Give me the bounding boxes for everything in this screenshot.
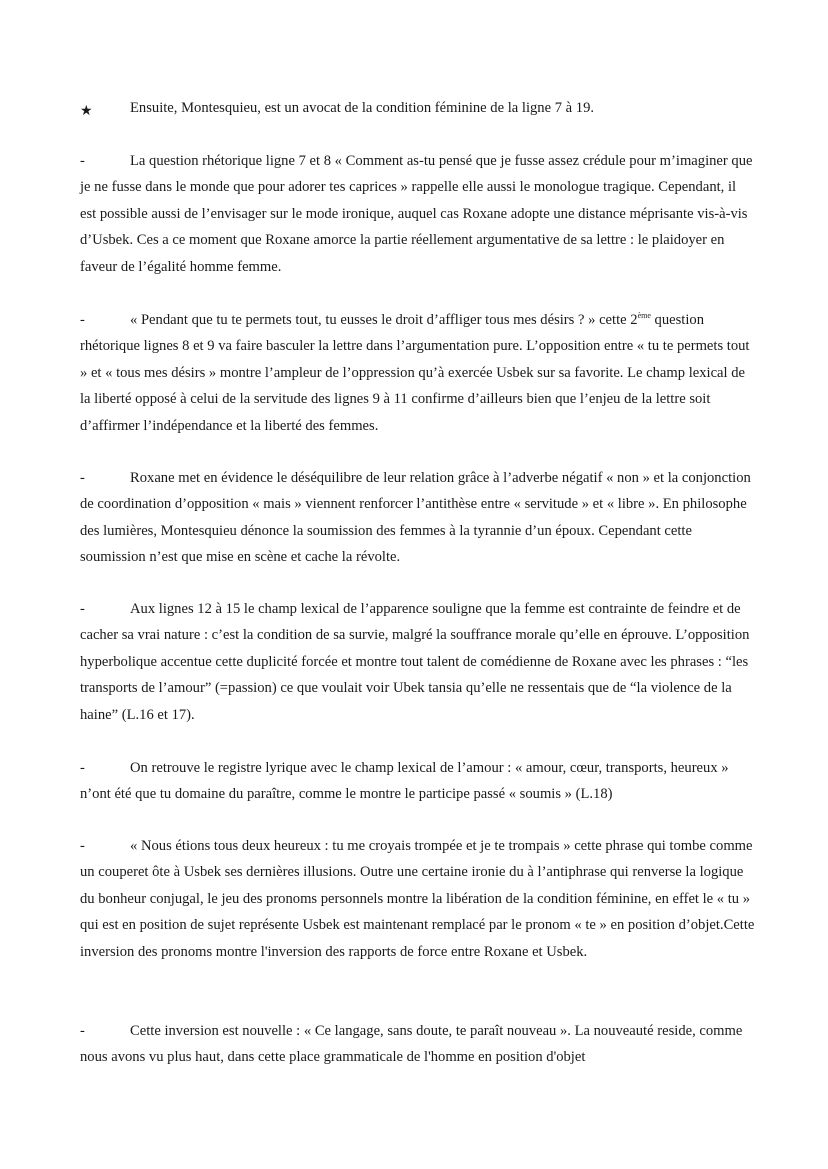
section-heading: Ensuite, Montesquieu, est un avocat de la condition féminine de la ligne 7 à 19. (130, 100, 595, 116)
paragraph-2 (80, 307, 755, 439)
paragraph-text: Roxane met en évidence le déséquilibre de leur relation grâce à l’adverbe négatif « non » et la conjonction de coordination d’opposition « mais » viennent renforcer l’antithèse entre « servitude » et « libre ». En philosophe des lumières, Montesquieu dénonce la soumission des femmes à la tyrannie d’un époux. Cependant cette soumission n’est que mise en scène et cache la révolte. (80, 470, 751, 566)
paragraph-text (80, 307, 755, 439)
dash-marker: - (80, 838, 85, 854)
paragraph-6 (80, 833, 755, 965)
paragraph-text: On retrouve le registre lyrique avec le champ lexical de l’amour : « amour, cœur, transports, heureux » n’ont été que tu domaine du paraître, comme le montre le participe passé « soumis » (L.18) (80, 760, 729, 803)
paragraph-7 (80, 1018, 755, 1071)
paragraph-text-part: « Pendant que tu te permets tout, tu eusses le droit d’affliger tous mes désirs ? » cette 2 (130, 312, 638, 328)
paragraph-text-part: question rhétorique lignes 8 et 9 va faire basculer la lettre dans l’argumentation pure. L’opposition entre « tu te permets tout » et « tous mes désirs » montre l’ampleur de l’oppression qu’à exercée Usbek sur sa favorite. Le champ lexical de la liberté opposé à celui de la servitude des lignes 9 à 11 confirme d’ailleurs bien que l’enjeu de la lettre soit d’affirmer l’indépendance et la liberté des femmes. (80, 312, 750, 434)
dash-marker: - (80, 760, 85, 776)
superscript: ème (637, 311, 651, 321)
paragraph-3 (80, 465, 755, 571)
dash-marker: - (80, 470, 85, 486)
paragraph-1 (80, 148, 755, 280)
paragraph-text: La question rhétorique ligne 7 et 8 « Comment as-tu pensé que je fusse assez crédule pour m’imaginer que je ne fusse dans le monde que pour adorer tes caprices » rappelle elle aussi le monologue tragique. Cependant, il est possible aussi de l’envisager sur le mode ironique, auquel cas Roxane adopte une distance méprisante vis-à-vis d’Usbek. Ces a ce moment que Roxane amorce la partie réellement argumentative de sa lettre : le plaidoyer en faveur de l’égalité homme femme. (80, 153, 753, 275)
paragraph-text: Aux lignes 12 à 15 le champ lexical de l’apparence souligne que la femme est contrainte de feindre et de cacher sa vrai nature : c’est la condition de sa survie, malgré la souffrance morale qu’elle en éprouve. L’opposition hyperbolique accentue cette duplicité forcée et montre tout talent de comédienne de Roxane avec les phrases : “les transports de l’amour” (=passion) ce que voulait voir Ubek tansia qu’elle ne ressentais que de “la violence de la haine” (L.16 et 17). (80, 601, 750, 723)
paragraph-text: Cette inversion est nouvelle : « Ce langage, sans doute, te paraît nouveau ». La nouveauté reside, comme nous avons vu plus haut, dans cette place grammaticale de l'homme en position d'objet (80, 1023, 743, 1066)
dash-marker: - (80, 153, 85, 169)
paragraph-5 (80, 755, 755, 808)
paragraph-text: « Nous étions tous deux heureux : tu me croyais trompée et je te trompais » cette phrase qui tombe comme un couperet ôte à Usbek ses dernières illusions. Outre une certaine ironie du à l’antiphrase qui renverse la logique du bonheur conjugal, le jeu des pronoms personnels montre la libération de la condition féminine, en effet le « tu » qui est en position de sujet représente Usbek est maintenant remplacé par le pronom « te » en position d’objet.Cette inversion des pronoms montre l'inversion des rapports de force entre Roxane et Usbek. (80, 838, 755, 960)
paragraph-4 (80, 596, 755, 728)
dash-marker: - (80, 1023, 85, 1039)
dash-marker: - (80, 312, 85, 328)
star-bullet-icon: ★ (80, 104, 93, 119)
dash-marker: - (80, 601, 85, 617)
